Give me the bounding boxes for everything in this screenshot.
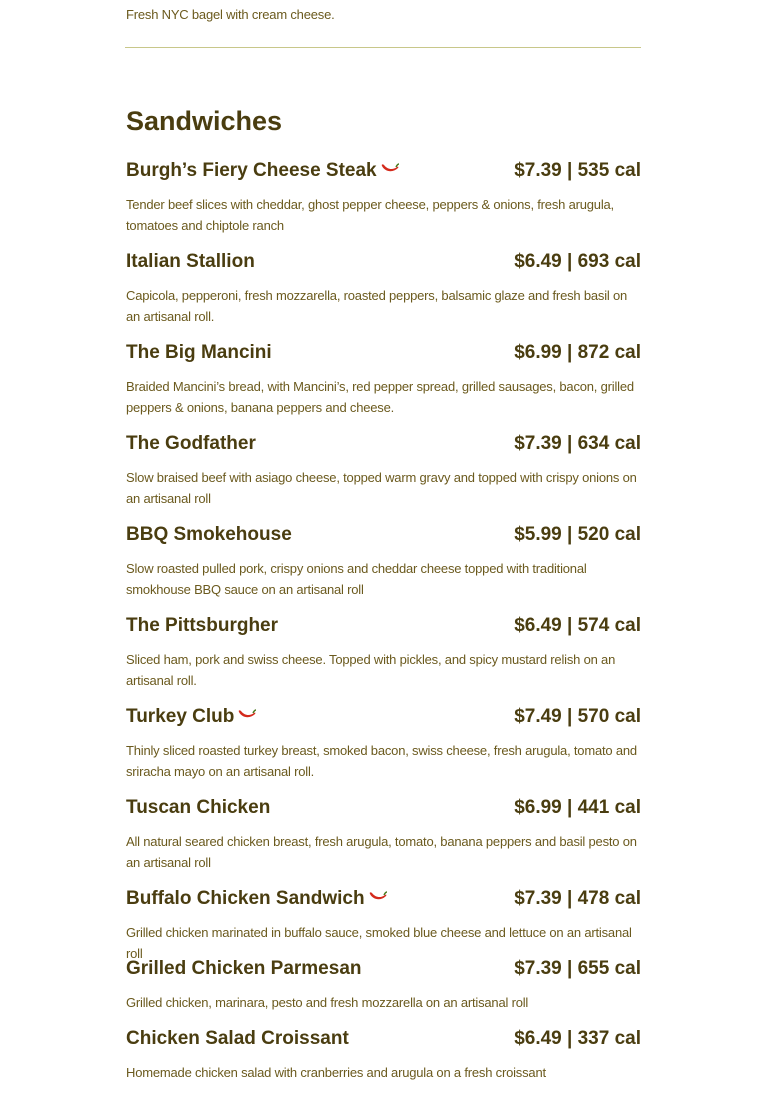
item-name: Italian Stallion xyxy=(126,251,255,272)
item-description: Grilled chicken marinated in buffalo sauce, smoked blue cheese and lettuce on an artisanal roll xyxy=(126,925,632,961)
item-price: $5.99 | 520 cal xyxy=(514,524,641,545)
item-name: Tuscan Chicken xyxy=(126,797,271,818)
item-price: $7.39 | 478 cal xyxy=(514,888,641,909)
item-name: Burgh’s Fiery Cheese Steak xyxy=(126,160,377,181)
item-description: Braided Mancini’s bread, with Mancini’s, red pepper spread, grilled sausages, bacon, grilled peppers & onions, banana peppers and cheese. xyxy=(126,379,634,415)
section-title: Sandwiches xyxy=(126,106,283,136)
chili-pepper-icon xyxy=(381,156,400,182)
item-name: BBQ Smokehouse xyxy=(126,524,292,545)
section-divider xyxy=(125,47,641,48)
item-price: $6.49 | 693 cal xyxy=(514,251,641,272)
item-name: Buffalo Chicken Sandwich xyxy=(126,888,365,909)
item-name: Chicken Salad Croissant xyxy=(126,1028,349,1049)
item-price: $6.49 | 337 cal xyxy=(514,1028,641,1049)
item-price: $7.49 | 570 cal xyxy=(514,706,641,727)
item-description: All natural seared chicken breast, fresh arugula, tomato, banana peppers and basil pesto on an artisanal roll xyxy=(126,834,637,870)
item-price: $7.39 | 535 cal xyxy=(514,160,641,181)
menu-item xyxy=(126,1026,641,1080)
menu-item xyxy=(126,340,641,415)
item-description: Homemade chicken salad with cranberries and arugula on a fresh croissant xyxy=(126,1065,546,1080)
item-description: Grilled chicken, marinara, pesto and fresh mozzarella on an artisanal roll xyxy=(126,995,529,1010)
menu-item xyxy=(126,704,641,779)
item-price: $7.39 | 655 cal xyxy=(514,958,641,979)
item-price: $7.39 | 634 cal xyxy=(514,433,641,454)
previous-item-description: Fresh NYC bagel with cream cheese. xyxy=(126,7,335,22)
item-name: The Pittsburgher xyxy=(126,615,279,636)
menu-item xyxy=(126,886,641,961)
item-price: $6.99 | 441 cal xyxy=(514,797,641,818)
item-description: Slow roasted pulled pork, crispy onions and cheddar cheese topped with traditional smokhouse BBQ sauce on an artisanal roll xyxy=(126,561,587,597)
menu-item xyxy=(126,795,641,870)
item-name: The Godfather xyxy=(126,433,256,454)
item-name: Grilled Chicken Parmesan xyxy=(126,958,362,979)
chili-pepper-icon xyxy=(369,884,388,910)
item-price: $6.99 | 872 cal xyxy=(514,342,641,363)
item-description: Capicola, pepperoni, fresh mozzarella, roasted peppers, balsamic glaze and fresh basil on an artisanal roll. xyxy=(126,288,628,324)
item-name: The Big Mancini xyxy=(126,342,272,363)
item-name: Turkey Club xyxy=(126,706,235,727)
item-description: Thinly sliced roasted turkey breast, smoked bacon, swiss cheese, fresh arugula, tomato and sriracha mayo on an artisanal roll. xyxy=(126,743,637,779)
menu-item xyxy=(126,158,641,233)
item-price: $6.49 | 574 cal xyxy=(514,615,641,636)
menu-item xyxy=(126,956,641,1010)
menu-item xyxy=(126,431,641,506)
chili-pepper-icon xyxy=(238,702,257,728)
menu-item xyxy=(126,249,641,324)
menu-item xyxy=(126,522,641,597)
menu-item xyxy=(126,613,641,688)
item-description: Tender beef slices with cheddar, ghost pepper cheese, peppers & onions, fresh arugula, tomatoes and chiptole ranch xyxy=(126,197,614,233)
item-description: Slow braised beef with asiago cheese, topped warm gravy and topped with crispy onions on an artisanal roll xyxy=(126,470,637,506)
item-description: Sliced ham, pork and swiss cheese. Topped with pickles, and spicy mustard relish on an artisanal roll. xyxy=(126,652,616,688)
